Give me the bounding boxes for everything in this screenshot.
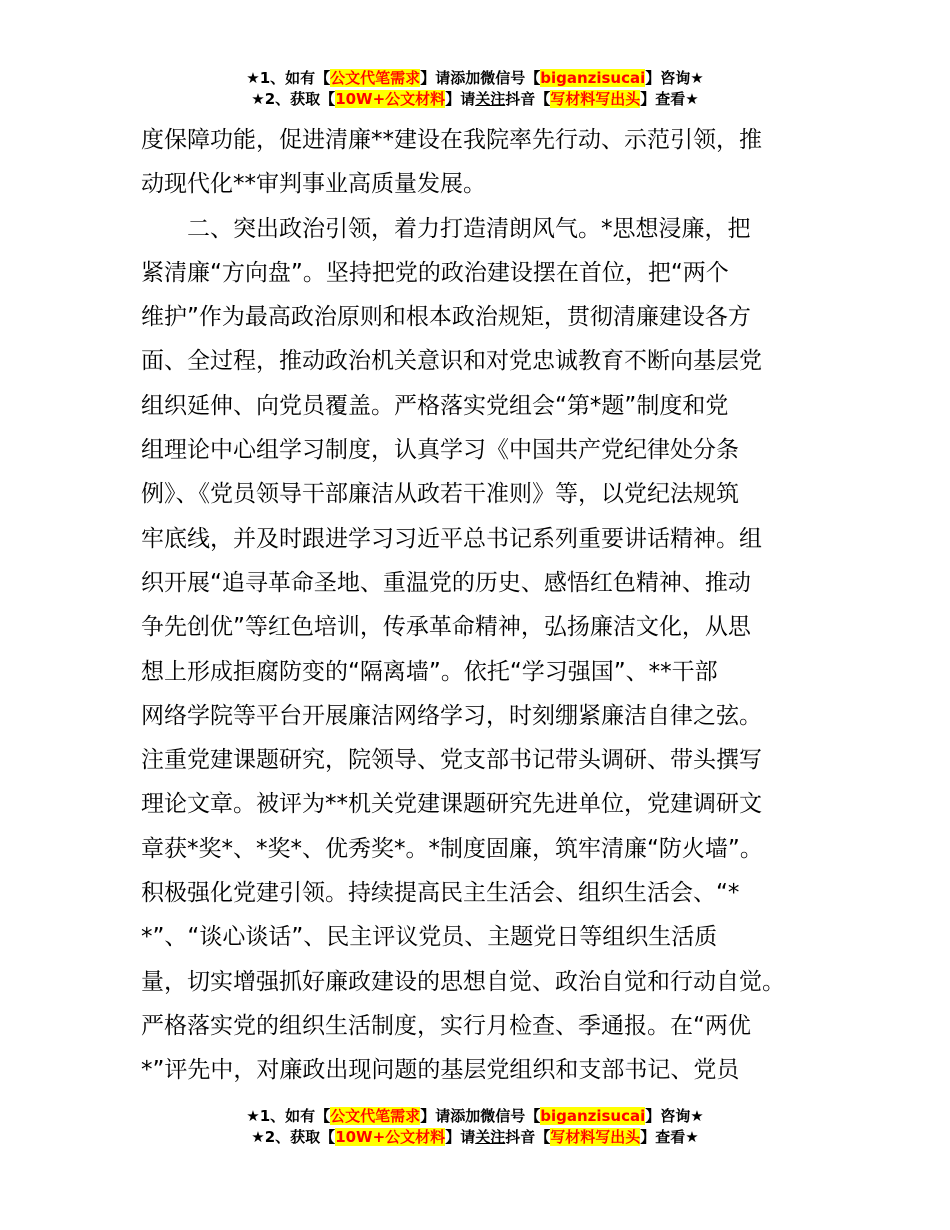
banner-highlight: 写材料写出头 bbox=[550, 1128, 641, 1146]
body-line: 面、全过程，推动政治机关意识和对党忠诚教育不断向基层党 bbox=[141, 348, 762, 375]
header-banner bbox=[0, 68, 950, 110]
body-line: 维护”作为最高政治原则和根本政治规矩，贯彻清廉建设各方 bbox=[141, 304, 751, 331]
body-line: *”评先中，对廉政出现问题的基层党组织和支部书记、党员 bbox=[141, 1057, 740, 1084]
banner-text: ★2、获取【 bbox=[251, 90, 336, 108]
wechat-id-highlight: biganzisucai bbox=[540, 1107, 646, 1125]
body-line: 网络学院等平台开展廉洁网络学习，时刻绷紧廉洁自律之弦。 bbox=[141, 702, 762, 729]
banner-text: 】查看★ bbox=[640, 1128, 699, 1146]
body-line: 动现代化**审判事业高质量发展。 bbox=[141, 171, 486, 198]
body-line: 严格落实党的组织生活制度，实行月检查、季通报。在“两优 bbox=[141, 1012, 751, 1039]
body-line: 积极强化党建引领。持续提高民主生活会、组织生活会、“* bbox=[141, 880, 740, 907]
wechat-id-highlight: biganzisucai bbox=[540, 69, 646, 87]
document-body bbox=[141, 118, 821, 1093]
body-line: 例》、《党员领导干部廉洁从政若干准则》等，以党纪法规筑 bbox=[141, 481, 739, 508]
banner-text: 抖音【 bbox=[505, 90, 551, 108]
banner-highlight: 10W+公文材料 bbox=[335, 90, 446, 108]
banner-text: 】请 bbox=[445, 1128, 476, 1146]
body-line: 量，切实增强抓好廉政建设的思想自觉、政治自觉和行动自觉。 bbox=[141, 968, 785, 995]
body-line: 紧清廉“方向盘”。坚持把党的政治建设摆在首位，把“两个 bbox=[141, 259, 729, 286]
banner-text: 】查看★ bbox=[640, 90, 699, 108]
banner-text: 】请 bbox=[445, 90, 476, 108]
banner-highlight: 公文代笔需求 bbox=[330, 1107, 421, 1125]
banner-line-2 bbox=[0, 89, 950, 110]
body-line: 牢底线，并及时跟进学习习近平总书记系列重要讲话精神。组 bbox=[141, 525, 762, 552]
banner-text: 】请添加微信号【 bbox=[420, 69, 541, 87]
banner-line-2 bbox=[0, 1127, 950, 1148]
banner-text: ★2、获取【 bbox=[251, 1128, 336, 1146]
banner-line-1 bbox=[0, 68, 950, 89]
body-line: *”、“谈心谈话”、民主评议党员、主题党日等组织生活质 bbox=[141, 924, 718, 951]
body-line: 度保障功能，促进清廉**建设在我院率先行动、示范引领，推 bbox=[141, 127, 762, 153]
banner-text: 】咨询★ bbox=[645, 69, 704, 87]
body-line: 织开展“追寻革命圣地、重温党的历史、感悟红色精神、推动 bbox=[141, 569, 751, 596]
body-line: 想上形成拒腐防变的“隔离墙”。依托“学习强国”、**干部 bbox=[141, 658, 718, 685]
banner-text: ★1、如有【 bbox=[246, 1107, 331, 1125]
body-line: 注重党建课题研究，院领导、党支部书记带头调研、带头撰写 bbox=[141, 747, 762, 774]
section-heading-line: 二、突出政治引领，着力打造清朗风气。*思想浸廉，把 bbox=[187, 215, 751, 242]
banner-text: 】咨询★ bbox=[645, 1107, 704, 1125]
banner-highlight: 公文代笔需求 bbox=[330, 69, 421, 87]
body-line: 章获*奖*、*奖*、优秀奖*。*制度固廉，筑牢清廉“防火墙”。 bbox=[141, 835, 763, 862]
banner-text: ★1、如有【 bbox=[246, 69, 331, 87]
body-line: 组织延伸、向党员覆盖。严格落实党组会“第*题”制度和党 bbox=[141, 392, 729, 419]
banner-text: 抖音【 bbox=[505, 1128, 551, 1146]
banner-line-1 bbox=[0, 1106, 950, 1127]
body-line: 争先创优”等红色培训，传承革命精神，弘扬廉洁文化，从思 bbox=[141, 614, 751, 641]
body-line: 理论文章。被评为**机关党建课题研究先进单位，党建调研文 bbox=[141, 791, 762, 818]
banner-highlight: 写材料写出头 bbox=[550, 90, 641, 108]
banner-highlight: 10W+公文材料 bbox=[335, 1128, 446, 1146]
banner-underlined-text: 关注 bbox=[475, 1128, 506, 1146]
footer-banner bbox=[0, 1106, 950, 1148]
body-line: 组理论中心组学习制度，认真学习《中国共产党纪律处分条 bbox=[141, 437, 739, 464]
banner-text: 】请添加微信号【 bbox=[420, 1107, 541, 1125]
banner-underlined-text: 关注 bbox=[475, 90, 506, 108]
